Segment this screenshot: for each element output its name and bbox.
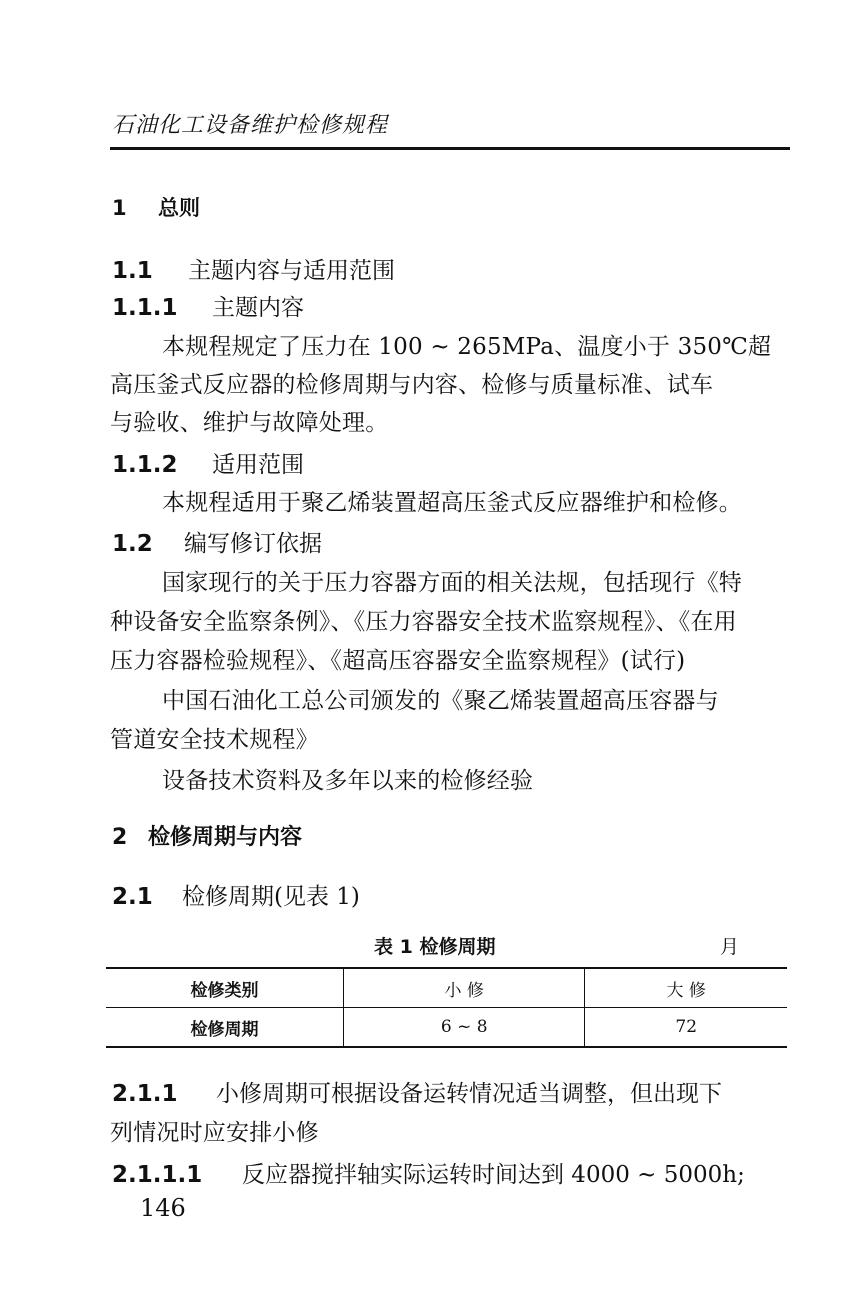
section-heading-2-1 xyxy=(112,878,360,911)
paragraph-line: 国家现行的关于压力容器方面的相关法规，包括现行《特 xyxy=(162,570,742,596)
table-title: 表 1 检修周期 xyxy=(374,936,496,958)
section-number: 2.1 xyxy=(112,884,153,910)
section-number: 2.1.1 xyxy=(112,1081,178,1107)
table-header-row xyxy=(106,968,787,1008)
table-header-cell: 大 修 xyxy=(585,968,787,1008)
section-number: 1.1.2 xyxy=(112,452,178,478)
section-number: 1.2 xyxy=(112,531,153,557)
section-title: 主题内容与适用范围 xyxy=(188,258,395,284)
table-header-cell: 检修类别 xyxy=(106,968,344,1008)
paragraph-line: 管道安全技术规程》 xyxy=(110,727,319,753)
section-heading-1 xyxy=(112,192,200,222)
paragraph-line: 与验收、维护与故障处理。 xyxy=(110,410,389,436)
table-unit: 月 xyxy=(720,936,740,958)
paragraph-line: 压力容器检验规程》、《超高压容器安全监察规程》(试行) xyxy=(110,648,686,674)
table-cell: 72 xyxy=(585,1008,787,1048)
section-number: 1.1 xyxy=(112,258,153,284)
table-row xyxy=(106,1008,787,1048)
section-number: 2 xyxy=(112,825,128,850)
section-title: 编写修订依据 xyxy=(184,531,322,557)
section-title: 主题内容 xyxy=(212,295,304,321)
maintenance-cycle-table xyxy=(106,967,787,1048)
section-heading-1-1-2 xyxy=(112,446,304,479)
section-number: 1.1.1 xyxy=(112,295,178,321)
section-heading-2 xyxy=(112,820,302,851)
paragraph-line: 中国石油化工总公司颁发的《聚乙烯装置超高压容器与 xyxy=(162,688,719,714)
section-title: 总则 xyxy=(158,196,200,220)
section-title: 适用范围 xyxy=(212,452,304,478)
paragraph-line: 本规程规定了压力在 100 ~ 265MPa、温度小于 350℃超 xyxy=(162,334,772,360)
section-number: 1 xyxy=(112,196,127,220)
header-rule xyxy=(110,147,790,150)
section-heading-1-2 xyxy=(112,525,322,558)
paragraph-line: 本规程适用于聚乙烯装置超高压釜式反应器维护和检修。 xyxy=(162,490,742,516)
section-heading-1-1 xyxy=(112,252,395,285)
paragraph-line: 高压釜式反应器的检修周期与内容、检修与质量标准、试车 xyxy=(110,372,714,398)
page-number: 146 xyxy=(140,1194,186,1222)
paragraph-line: 列情况时应安排小修 xyxy=(110,1120,319,1146)
section-heading-1-1-1 xyxy=(112,289,304,322)
paragraph-line: 种设备安全监察条例》、《压力容器安全技术监察规程》、《在用 xyxy=(110,609,737,635)
section-title: 检修周期(见表 1) xyxy=(182,884,360,910)
section-number: 2.1.1.1 xyxy=(112,1162,203,1188)
table-cell: 6 ~ 8 xyxy=(344,1008,585,1048)
running-header: 石油化工设备维护检修规程 xyxy=(112,113,389,138)
table-cell: 检修周期 xyxy=(106,1008,344,1048)
table-header-cell: 小 修 xyxy=(344,968,585,1008)
paragraph-line: 设备技术资料及多年以来的检修经验 xyxy=(162,768,534,794)
section-text: 小修周期可根据设备运转情况适当调整，但出现下 xyxy=(216,1081,722,1107)
section-title: 检修周期与内容 xyxy=(148,825,303,850)
section-heading-2-1-1-1 xyxy=(112,1156,745,1189)
section-text: 反应器搅拌轴实际运转时间达到 4000 ~ 5000h; xyxy=(242,1162,745,1188)
section-heading-2-1-1 xyxy=(112,1075,722,1108)
